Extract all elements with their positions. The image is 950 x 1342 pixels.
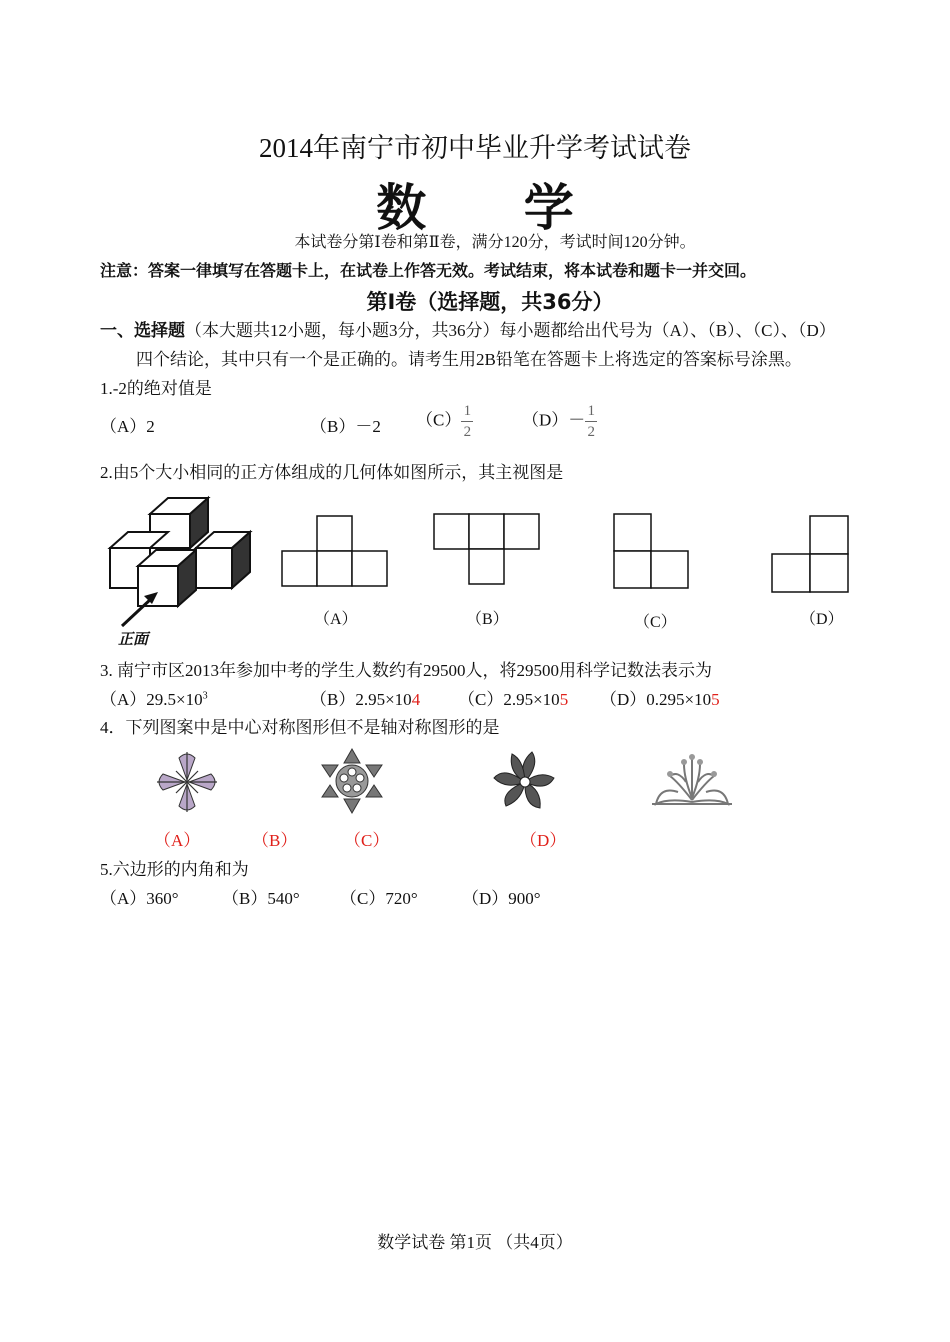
q2-option-d-figure <box>770 514 852 594</box>
q5-stem: 5.六边形的内角和为 <box>100 860 249 879</box>
q5-option-d: （D）900° <box>462 889 541 908</box>
q1-stem: 1.-2的绝对值是 <box>100 379 212 398</box>
q3-option-d-exponent: 5 <box>711 690 720 709</box>
q2-option-d-label: （D） <box>800 611 844 628</box>
q3-option-b-base: （B）2.95×10 <box>310 690 412 709</box>
q5-option-c: （C）720° <box>340 889 418 908</box>
q1-option-c <box>416 402 473 441</box>
q3-stem: 3. 南宁市区2013年参加中考的学生人数约有29500人，将29500用科学记数法表示为 <box>100 661 712 680</box>
part1-heading: 一、选择题 <box>100 321 185 341</box>
exam-notice: 注意：答案一律填写在答题卡上，在试卷上作答无效。考试结束，将本试卷和题卡一并交回。 <box>100 261 757 280</box>
fraction-numerator: 1 <box>463 403 472 419</box>
q4-option-d-label: （D） <box>520 831 567 850</box>
q4-flower-pattern-icon <box>314 745 390 817</box>
q1-option-a: （A）2 <box>100 417 155 436</box>
q4-option-a-label: （A） <box>154 831 201 850</box>
q1-option-d-prefix: （D）－ <box>522 410 586 430</box>
part1-instruction-line1 <box>100 316 836 341</box>
q4-option-c-label: （C） <box>344 831 390 850</box>
q3-option-a-base: （A）29.5×10 <box>100 690 203 709</box>
q5-option-b: （B）540° <box>222 889 300 908</box>
q1-option-b: （B）－2 <box>310 417 381 436</box>
q1-option-d-fraction <box>585 402 597 441</box>
q2-cube-solid-figure <box>100 492 260 652</box>
q2-option-b-label: （B） <box>466 611 509 628</box>
q3-option-a <box>100 685 208 710</box>
q4-option-b-label: （B） <box>252 831 298 850</box>
fraction-numerator: 1 <box>587 403 596 419</box>
q3-option-c-exponent: 5 <box>559 690 569 709</box>
exam-intro: 本试卷分第Ⅰ卷和第Ⅱ卷，满分120分，考试时间120分钟。 <box>294 234 696 251</box>
q4-stem: 4．下列图案中是中心对称图形但不是轴对称图形的是 <box>100 718 500 737</box>
part1-instruction-line2: 四个结论，其中只有一个是正确的。请考生用2B铅笔在答题卡上将选定的答案标号涂黑。 <box>136 350 802 369</box>
q4-pinwheel-pattern-icon <box>488 746 562 818</box>
q4-cross-pattern-icon <box>152 748 222 816</box>
fraction-denominator: 2 <box>587 424 596 440</box>
page-footer: 数学试卷 第1页 （共4页） <box>377 1233 573 1252</box>
q4-fan-pattern-icon <box>648 752 736 808</box>
q3-option-c <box>458 685 568 710</box>
q3-option-d-base: （D）0.295×10 <box>600 690 712 709</box>
subject-title: 数 学 <box>376 179 614 237</box>
exam-title: 2014年南宁市初中毕业升学考试试卷 <box>259 133 691 163</box>
fraction-denominator: 2 <box>463 424 472 440</box>
q3-option-b-exponent: 4 <box>411 690 421 709</box>
part1-instruction-text: （本大题共12小题，每小题3分，共36分）每小题都给出代号为（A）、（B）、（C）、（D） <box>185 321 836 340</box>
q1-option-d <box>522 402 597 441</box>
q2-option-a-label: （A） <box>314 611 358 628</box>
q2-option-b-figure <box>432 512 542 587</box>
q2-option-c-figure <box>612 512 692 592</box>
q1-option-c-prefix: （C） <box>416 410 462 430</box>
q5-option-a: （A）360° <box>100 889 179 908</box>
front-label: 正面 <box>118 630 149 648</box>
q3-option-b <box>310 685 420 710</box>
q2-option-c-label: （C） <box>634 614 677 631</box>
q2-option-a-figure <box>280 514 390 589</box>
q2-stem: 2.由5个大小相同的正方体组成的几何体如图所示，其主视图是 <box>100 463 564 482</box>
q3-option-d <box>600 685 720 710</box>
q1-option-c-fraction <box>461 402 473 441</box>
section-title: 第Ⅰ卷（选择题，共36分） <box>366 290 614 314</box>
q3-option-a-exponent: 3 <box>202 690 208 702</box>
q3-option-c-base: （C）2.95×10 <box>458 690 560 709</box>
